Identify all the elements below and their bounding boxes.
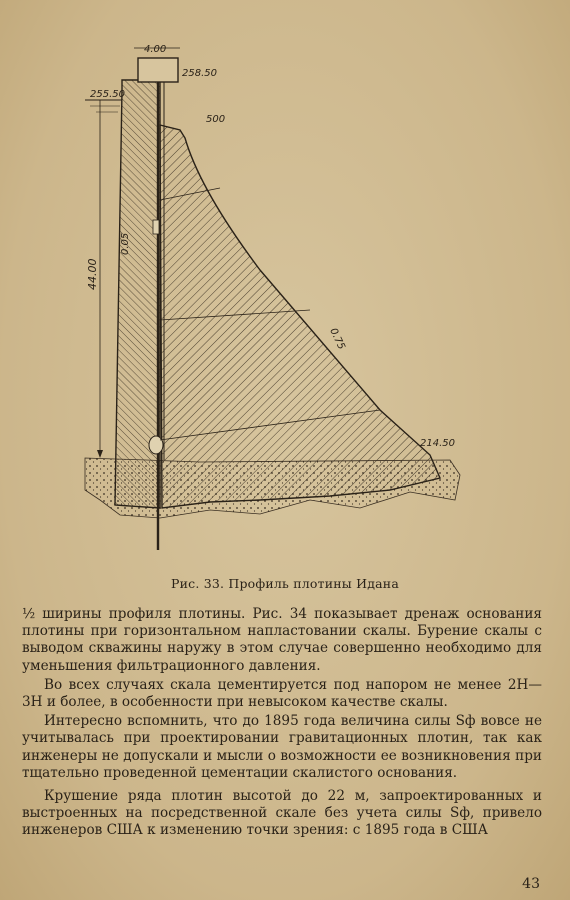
downstream-slope-label: 0.75: [327, 326, 347, 352]
paragraph: Интересно вспомнить, что до 1895 года величина силы Sф вовсе не учитывалась при проектировании гравитационных плотин, так как инженеры не допускали и мысли о возможности ее возникновения при тщательно проведенной цементации скалистого основания.: [22, 713, 542, 781]
height-label: 44.00: [86, 258, 99, 290]
base-elevation-label: 214.50: [420, 438, 455, 449]
figure-caption: Рис. 33. Профиль плотины Идана: [171, 576, 399, 591]
upstream-slope-label: 0.05: [120, 232, 131, 255]
dam-profile-figure: [60, 30, 480, 570]
paragraph: ½ ширины профиля плотины. Рис. 34 показывает дренаж основания плотины при горизонтальном напластовании скалы. Бурение скалы с выводом скважины наружу в этом случае совершенно необходимо для уменьшения фильтрационного давления.: [22, 606, 542, 674]
water-level-label: 255.50: [90, 89, 125, 100]
page-number: 43: [522, 876, 540, 892]
paragraph: Крушение ряда плотин высотой до 22 м, запроектированных и выстроенных на посредственной скале без учета силы Sф, привело инженеров США к изменению точки зрения: с 1895 года в США: [22, 788, 542, 839]
radius-label: 500: [206, 114, 226, 125]
body-text: [22, 606, 542, 840]
crest-width-label: 4.00: [144, 44, 167, 55]
dam-profile-drawing: [60, 30, 480, 570]
crest-elevation-label: 258.50: [182, 68, 217, 79]
paragraph: Во всех случаях скала цементируется под напором не менее 2H—3H и более, в особенности при невысоком качестве скалы.: [22, 676, 542, 711]
